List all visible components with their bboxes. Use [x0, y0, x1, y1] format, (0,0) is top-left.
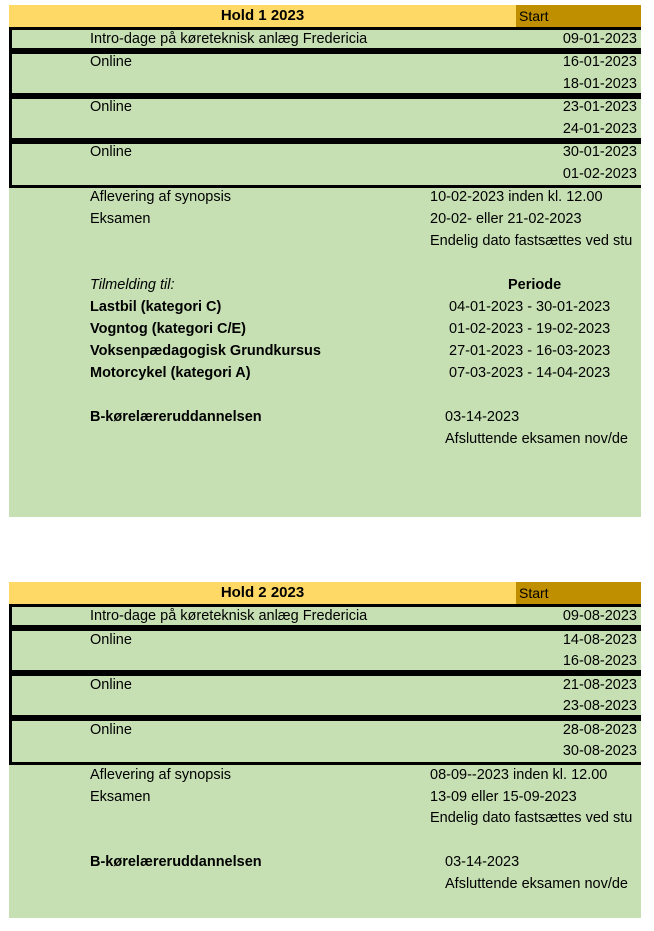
intro-date: 09-08-2023	[562, 608, 637, 624]
exam-label: Eksamen	[90, 789, 151, 805]
online-date: 01-02-2023	[562, 166, 637, 182]
b-course-note: Afsluttende eksamen nov/de	[445, 876, 628, 892]
exam-label: Eksamen	[90, 211, 151, 227]
online-label: Online	[90, 677, 132, 693]
intro-date: 09-01-2023	[562, 31, 637, 47]
exam-note: Endelig dato fastsættes ved stu	[430, 233, 633, 249]
online-date: 28-08-2023	[562, 722, 637, 738]
b-course-date: 03-14-2023	[445, 854, 520, 870]
exam-note: Endelig dato fastsættes ved stu	[430, 810, 633, 826]
hold-1-start-label: Start	[516, 5, 641, 27]
b-course-label: B-kørelæreruddannelsen	[90, 409, 262, 425]
online-date: 30-01-2023	[562, 144, 637, 160]
online-date: 24-01-2023	[562, 121, 637, 137]
online-date: 16-08-2023	[562, 653, 637, 669]
exam-value: 13-09 eller 15-09-2023	[430, 789, 577, 805]
signup-heading: Tilmelding til:	[90, 277, 175, 293]
b-course-label: B-kørelæreruddannelsen	[90, 854, 262, 870]
signup-row-label: Voksenpædagogisk Grundkursus	[90, 343, 321, 359]
period-heading: Periode	[508, 277, 562, 293]
synopsis-label: Aflevering af synopsis	[90, 767, 232, 783]
exam-value: 20-02- eller 21-02-2023	[430, 211, 582, 227]
hold-1-title: Hold 1 2023	[220, 7, 305, 24]
hold-2-start-label: Start	[516, 582, 641, 604]
signup-row-label: Motorcykel (kategori A)	[90, 365, 251, 381]
synopsis-value: 08-09--2023 inden kl. 12.00	[430, 767, 608, 783]
b-course-note: Afsluttende eksamen nov/de	[445, 431, 628, 447]
hold-2-header	[9, 582, 641, 604]
online-date: 23-08-2023	[562, 698, 637, 714]
signup-row-period: 01-02-2023 - 19-02-2023	[449, 321, 611, 337]
signup-row-period: 27-01-2023 - 16-03-2023	[449, 343, 611, 359]
signup-row-period: 07-03-2023 - 14-04-2023	[449, 365, 611, 381]
intro-label: Intro-dage på køreteknisk anlæg Fredericia	[90, 608, 368, 624]
online-date: 18-01-2023	[562, 76, 637, 92]
online-date: 14-08-2023	[562, 632, 637, 648]
signup-row-period: 04-01-2023 - 30-01-2023	[449, 299, 611, 315]
hold-2-title: Hold 2 2023	[220, 584, 305, 601]
hold-1-panel	[9, 5, 641, 517]
signup-row-label: Vogntog (kategori C/E)	[90, 321, 247, 337]
hold-2-panel	[9, 582, 641, 918]
online-label: Online	[90, 54, 132, 70]
synopsis-value: 10-02-2023 inden kl. 12.00	[430, 189, 603, 205]
online-date: 16-01-2023	[562, 54, 637, 70]
signup-row-label: Lastbil (kategori C)	[90, 299, 222, 315]
online-label: Online	[90, 722, 132, 738]
synopsis-label: Aflevering af synopsis	[90, 189, 232, 205]
online-date: 23-01-2023	[562, 99, 637, 115]
online-label: Online	[90, 144, 132, 160]
online-date: 30-08-2023	[562, 743, 637, 759]
online-date: 21-08-2023	[562, 677, 637, 693]
hold-1-header	[9, 5, 641, 27]
intro-label: Intro-dage på køreteknisk anlæg Fredericia	[90, 31, 368, 47]
online-label: Online	[90, 99, 132, 115]
online-label: Online	[90, 632, 132, 648]
b-course-date: 03-14-2023	[445, 409, 520, 425]
